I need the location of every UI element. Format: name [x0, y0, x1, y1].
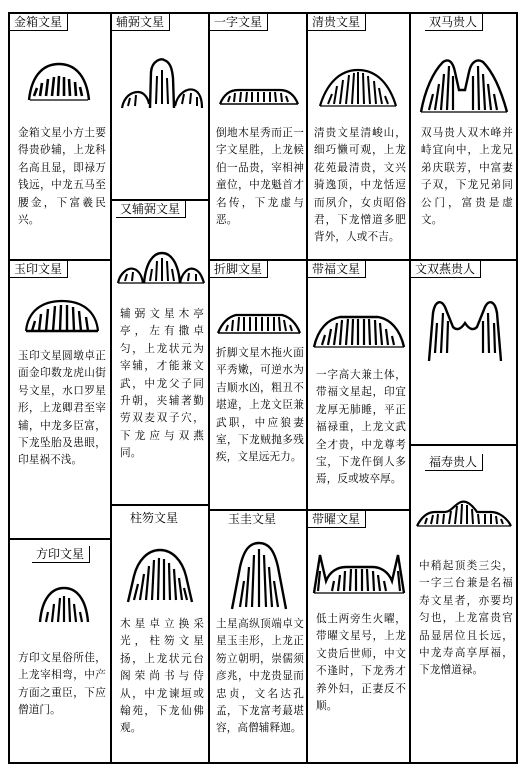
cell-title: 福寿贵人	[425, 454, 483, 471]
cell-daiyao	[308, 511, 409, 762]
mountain-illustration-daiyao	[312, 541, 406, 601]
mountain-illustration-shuangma	[419, 50, 509, 116]
cell-text: 金箱文星小方土要得贵砂辅，上龙科名高且显，即禄万钱远，中龙五马至腰金，下富羲民兴。	[18, 127, 106, 227]
cell-title: 辅弼文星	[112, 14, 170, 31]
cell-text: 木星卓立换采光，柱笏文星扬，上龙状元台阁荣尚书与侍从，中龙谏垣或翰苑，下龙仙佛观。	[120, 618, 204, 735]
cell-text: 清贵文星清峻山，细巧懒可观，上龙花苑最清贵，文兴骑逸顶，中龙恬逗而夙介，女贞昭俗君，下龙憎道多肥背外，人或不吉。	[314, 127, 406, 244]
mountain-illustration-qinggui	[318, 62, 398, 110]
mountain-illustration-yuyin	[22, 291, 102, 341]
cell-wenshuang	[411, 261, 516, 444]
cell-title: 清贵文星	[308, 14, 366, 31]
mountain-illustration-wenshuang	[425, 293, 505, 365]
cell-title: 一字文星	[210, 14, 268, 31]
mountain-illustration-daifu	[312, 303, 406, 351]
mountain-illustration-yugui	[226, 537, 292, 611]
cell-jinxiang	[10, 14, 110, 259]
mountain-illustration-fushou	[415, 490, 513, 530]
cell-title: 方印文星	[32, 546, 90, 563]
cell-title: 双马贵人	[425, 14, 483, 31]
cell-title: 金箱文星	[10, 14, 68, 31]
cell-text: 辅弼文星木亭亭，左有撒卓匀，上龙状元为宰辅，才能兼文武，中龙父子同升朝，夹辅著勤劳双麦双子穴，下龙应与双燕同。	[120, 308, 204, 460]
mountain-illustration-fubi	[120, 52, 204, 112]
cell-text: 方印文星俗所佳，上龙宰相弯，中产方面之重臣，下应僧道门。	[18, 652, 106, 717]
cell-fangyin	[10, 540, 110, 762]
mountain-illustration-zhejiao	[216, 303, 302, 337]
mountain-illustration-jinxiang	[24, 58, 94, 104]
cell-text: 低土两旁生火曜，带曜文星号，上龙文贵后世师，中文不逢时，下龙秀才养外妇，正妻反不顺。	[316, 613, 406, 713]
cell-youbi	[112, 201, 208, 504]
cell-yugui	[210, 511, 306, 762]
cell-daifu	[308, 261, 409, 509]
cell-text: 土星高纵顶端卓文星玉圭形，上龙正笏立朝明，崇儒须彦兆，中龙贵显而忠贞，文名达孔孟，下龙富考蕞堪容，高僧辅释迦。	[216, 618, 304, 735]
mountain-illustration-yizi	[218, 84, 300, 108]
mountain-illustration-youbi	[116, 241, 206, 287]
cell-text: 折脚文星木拖火面平秀嫩，可逆水为吉顺水凶，粗丑不堪違，上龙文臣兼武职，中应狼妻室，下龙贼抛多残疾，文星远无力。	[216, 347, 304, 464]
cell-yuyin	[10, 261, 110, 538]
cell-zhejiao	[210, 261, 306, 509]
mountain-illustration-zhuhu	[124, 542, 196, 606]
cell-text: 双马贵人双木峰并峙宜向中，上龙兄弟庆联芳，中富妻子双，下龙兄弟同公门，富贵是虚文。	[421, 127, 513, 227]
cell-title: 带福文星	[308, 261, 366, 278]
cell-title: 玉圭文星	[228, 512, 277, 526]
cell-title: 文双燕贵人	[411, 261, 481, 278]
cell-shuangma	[411, 14, 516, 259]
cell-title: 又辅弼文星	[116, 201, 186, 218]
cell-title: 柱笏文星	[130, 511, 179, 525]
cell-text: 中稍起顶类三尖，一字三台兼是名福寿文星者，亦要均匀也，上龙富贵官品显居位且长远，中龙寿高享厚福，下龙憎道禄。	[419, 560, 513, 677]
cell-fubi	[112, 14, 208, 199]
cell-text: 一字高大兼土体，带福文星起，印宜龙厚无肺睡，平正福禄重，上龙文武全才贵，中龙尊考宝，下龙仵倒人多焉，反或坡卒厚。	[316, 369, 406, 486]
mountain-illustration-fangyin	[36, 582, 92, 626]
cell-fushou	[411, 446, 516, 762]
cell-qinggui	[308, 14, 409, 259]
cell-title: 带曜文星	[308, 511, 366, 528]
cell-title: 折脚文星	[210, 261, 268, 278]
cell-text: 玉印文星圆墩卓正面金印数龙虎山街号文星，水口罗星形，上龙卿君至宰辅，中龙多臣富，下龙坠胎及患眼，印星祸不浅。	[18, 350, 106, 467]
cell-text: 倒地木星秀而正一字文星胜，上龙候伯一品贵，宰相神童位，中龙魁首才名传，下龙虚与恶。	[216, 127, 304, 227]
cell-title: 玉印文星	[10, 261, 68, 278]
cell-yizi	[210, 14, 306, 259]
cell-zhuhu	[112, 506, 208, 762]
star-pattern-chart	[8, 12, 518, 764]
